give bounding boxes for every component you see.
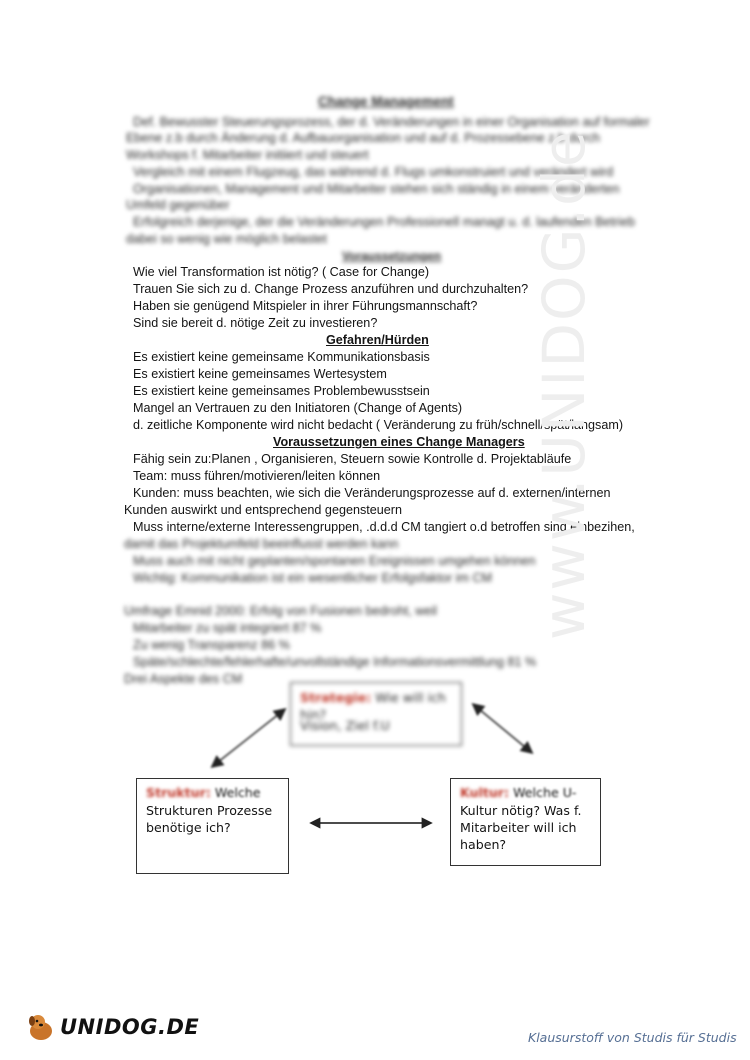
gefahren-heading: Gefahren/Hürden [326, 333, 429, 347]
struktur-label: Struktur: [146, 785, 211, 800]
list-item: Mangel an Vertrauen zu den Initiatoren (Change of Agents) [133, 401, 463, 415]
list-item: Kunden auswirkt und entsprechend gegensteuern [124, 503, 402, 517]
struktur-line: benötige ich? [146, 820, 231, 835]
dog-icon [26, 1012, 56, 1042]
intro-line: Erfolgreich derjenige, der die Veränderungen Professionell managt u. d. laufenden Betrieb [133, 215, 635, 229]
blurred-line: Mitarbeiter zu spät integriert 87 % [133, 621, 322, 635]
intro-line: Def. Bewusster Steuerungsprozess, der d. Veränderungen in einer Organisation auf formaler [133, 115, 650, 129]
logo-text: UNIDOG.DE [60, 1015, 200, 1039]
blurred-line: damit das Projektumfeld beeinflusst werden kann [124, 537, 399, 551]
list-item: Muss interne/externe Interessengruppen, .d.d.d CM tangiert o.d betroffen sind einbezihen, [133, 520, 635, 534]
kultur-line: Welche U- [513, 785, 577, 800]
list-item: Sind sie bereit d. nötige Zeit zu investieren? [133, 316, 378, 330]
arrow-to-struktur [213, 710, 284, 766]
blurred-line: Zu wenig Transparenz 86 % [133, 638, 290, 652]
list-item: Es existiert keine gemeinsames Problembewusstsein [133, 384, 430, 398]
list-item: d. zeitliche Komponente wird nicht bedacht ( Veränderung zu früh/schnell/spät/langsam) [133, 418, 624, 432]
intro-line: dabei so wenig wie möglich belastet [126, 232, 327, 246]
struktur-line: Strukturen Prozesse [146, 803, 273, 818]
list-item: Trauen Sie sich zu d. Change Prozess anzuführen und durchzuhalten? [133, 282, 529, 296]
unidog-logo [26, 1012, 199, 1042]
kultur-line: Kultur nötig? Was f. [460, 803, 582, 818]
blurred-line: Drei Aspekte des CM [124, 672, 243, 686]
blurred-line: Wichtig: Kommunikation ist ein wesentlicher Erfolgsfaktor im CM [133, 571, 493, 585]
struktur-line: Welche [214, 785, 261, 800]
intro-line: Ebene z.b durch Änderung d. Aufbauorganisation und auf d. Prozessebene z.b durch [126, 131, 600, 145]
intro-line: Vergleich mit einem Flugzeug, das während d. Flugs umkonstruiert und verändert wird [133, 165, 614, 179]
strategie-label: Strategie: [300, 690, 372, 705]
kultur-line: haben? [460, 837, 507, 852]
list-item: Wie viel Transformation ist nötig? ( Case for Change) [133, 265, 430, 279]
list-item: Team: muss führen/motivieren/leiten können [133, 469, 381, 483]
list-item: Fähig sein zu:Planen , Organisieren, Steuern sowie Kontrolle d. Projektabläufe [133, 452, 572, 466]
footer-note: Klausurstoff von Studis für Studis [528, 1030, 737, 1045]
intro-line: Workshops f. Mitarbeiter initiiert und steuert [126, 148, 369, 162]
strategie-vision: Vision, Ziel f.U [300, 718, 390, 733]
intro-line: Organisationen, Management und Mitarbeiter stehen sich ständig in einem veränderten [133, 182, 620, 196]
strategie-question: Wie will ich hin? [300, 690, 446, 722]
kultur-label: Kultur: [460, 785, 510, 800]
manager-heading: Voraussetzungen eines Change Managers [273, 435, 525, 449]
voraussetzungen-heading: Voraussetzungen [342, 249, 442, 263]
watermark: www.UNIDOG.de [530, 129, 598, 640]
kultur-line: Mitarbeiter will ich [460, 820, 577, 835]
list-item: Kunden: muss beachten, wie sich die Veränderungsprozesse auf d. externen/internen [133, 486, 611, 500]
blurred-line: Späte/schlechte/fehlerhafte/unvollständige Informationsvermittlung 81 % [133, 655, 537, 669]
intro-line: Umfeld gegenüber [126, 198, 230, 212]
arrow-to-kultur [474, 705, 531, 752]
list-item: Haben sie genügend Mitspieler in ihrer Führungsmannschaft? [133, 299, 478, 313]
page-title: Change Management [318, 94, 454, 109]
blurred-line: Umfrage Emnid 2000: Erfolg von Fusionen bedroht, weil [124, 604, 437, 618]
blurred-line: Muss auch mit nicht geplanten/spontanen Ereignissen umgehen können [133, 554, 536, 568]
list-item: Es existiert keine gemeinsame Kommunikationsbasis [133, 350, 430, 364]
list-item: Es existiert keine gemeinsames Wertesystem [133, 367, 387, 381]
